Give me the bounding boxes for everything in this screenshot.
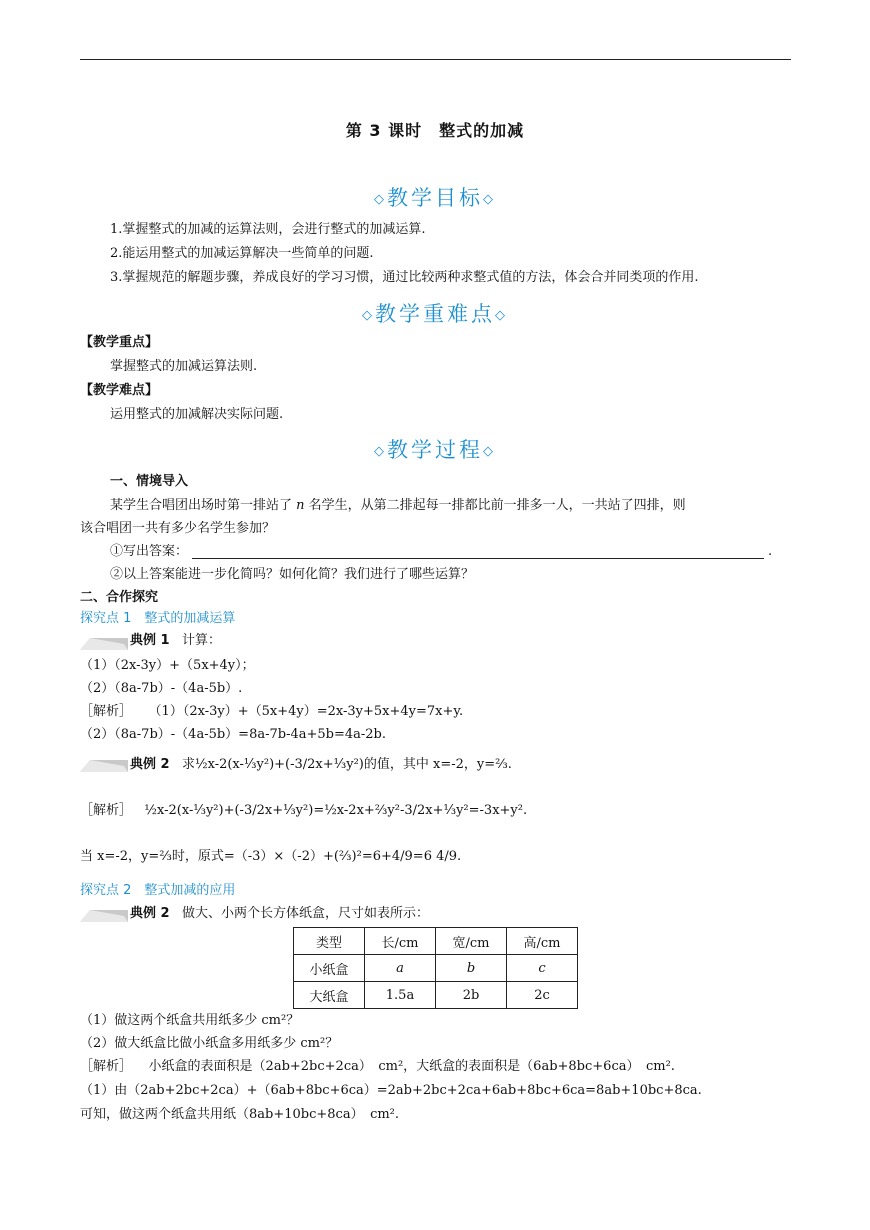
intro-paragraph-line1: 某学生合唱团出场时第一排站了 n 名学生，从第二排起每一排都比前一排多一人，一共站了四排，则 <box>110 498 686 513</box>
example-1-part-b: （2）（8a-7b）-（4a-5b）. <box>80 681 243 696</box>
table-header-cell: 高/cm <box>507 928 578 955</box>
solution-1-line-b: （2）（8a-7b）-（4a-5b）=8a-7b-4a+5b=4a-2b. <box>80 727 387 742</box>
section-process <box>0 434 870 464</box>
table-cell: 2b <box>436 982 507 1009</box>
solution-1-line-a: ［解析］ （1）（2x-3y）+（5x+4y）=2x-3y+5x+4y=7x+y. <box>80 704 464 719</box>
diamond-icon: ◇ <box>495 308 508 323</box>
table-cell: a <box>365 955 436 982</box>
diamond-icon: ◇ <box>362 308 375 323</box>
table-cell: b <box>436 955 507 982</box>
diamond-icon: ◇ <box>483 444 496 459</box>
question-a: （1）做这两个纸盒共用纸多少 cm²？ <box>80 1013 300 1028</box>
section-process-label: 教学过程 <box>387 438 483 462</box>
example-1-heading: 典例 1 计算： <box>130 633 221 648</box>
table-cell: 1.5a <box>365 982 436 1009</box>
section-objectives-label: 教学目标 <box>387 186 483 210</box>
question-b: （2）做大纸盒比做小纸盒多用纸多少 cm²？ <box>80 1036 339 1051</box>
section-objectives <box>0 182 870 212</box>
intro-paragraph-line2: 该合唱团一共有多少名学生参加？ <box>80 521 276 536</box>
example-2-heading: 典例 2 求½x-2(x-⅓y²)+(-3/2x+⅓y²)的值，其中 x=-2，y=⅔. <box>130 757 512 772</box>
diamond-icon: ◇ <box>374 444 387 459</box>
diamond-icon: ◇ <box>483 192 496 207</box>
table-cell: 大纸盒 <box>294 982 365 1009</box>
page-title: 第 3 课时 整式的加减 <box>345 121 525 140</box>
solution-3-line-b: （1）由（2ab+2bc+2ca）+（6ab+8bc+6ca）=2ab+2bc+2ca+6ab+8bc+6ca=8ab+10bc+8ca. <box>80 1083 702 1098</box>
solution-3-line-a: ［解析］ 小纸盒的表面积是（2ab+2bc+2ca） cm²，大纸盒的表面积是（6ab+8bc+6ca） cm². <box>80 1059 675 1074</box>
example-tag-icon <box>80 758 128 772</box>
intro-question-2: ②以上答案能进一步化简吗？如何化简？我们进行了哪些运算？ <box>110 567 475 582</box>
top-rule <box>80 59 791 60</box>
section-key-points <box>0 298 870 328</box>
table-cell: c <box>507 955 578 982</box>
example-tag-icon <box>80 636 128 650</box>
diamond-icon: ◇ <box>374 192 387 207</box>
table-cell: 2c <box>507 982 578 1009</box>
table-header-cell: 宽/cm <box>436 928 507 955</box>
difficulty-label: 【教学难点】 <box>80 383 159 398</box>
intro-heading: 一、情境导入 <box>110 474 189 489</box>
table-header-cell: 长/cm <box>365 928 436 955</box>
focus-text: 掌握整式的加减运算法则. <box>110 359 258 374</box>
coop-heading: 二、合作探究 <box>80 590 159 605</box>
table-row <box>294 955 578 982</box>
example-tag-icon <box>80 908 128 922</box>
table-header-row <box>294 928 578 955</box>
explore-point-2: 探究点 2 整式加减的应用 <box>80 883 236 898</box>
answer-blank <box>192 545 764 559</box>
box-dimensions-table <box>293 927 578 1009</box>
explore-point-1: 探究点 1 整式的加减运算 <box>80 611 236 626</box>
table-header-cell: 类型 <box>294 928 365 955</box>
objective-2: 2.能运用整式的加减运算解决一些简单的问题. <box>110 246 374 261</box>
focus-label: 【教学重点】 <box>80 335 159 350</box>
example-3-heading: 典例 2 做大、小两个长方体纸盒，尺寸如表所示： <box>130 906 429 921</box>
table-row <box>294 982 578 1009</box>
example-1-part-a: （1）（2x-3y）+（5x+4y）； <box>80 658 255 673</box>
section-key-points-label: 教学重难点 <box>375 302 495 326</box>
objective-1: 1.掌握整式的加减的运算法则，会进行整式的加减运算. <box>110 222 426 237</box>
solution-2-line-a: ［解析］ ½x-2(x-⅓y²)+(-3/2x+⅓y²)=½x-2x+⅔y²-3/2x+⅓y²=-3x+y². <box>80 803 528 818</box>
intro-question-1: ①写出答案： . <box>110 544 773 559</box>
objective-3: 3.掌握规范的解题步骤，养成良好的学习习惯，通过比较两种求整式值的方法，体会合并同类项的作用. <box>110 270 699 285</box>
solution-2-line-b: 当 x=-2，y=⅔时，原式=（-3）×（-2）+(⅔)²=6+4/9=6 4/9. <box>80 849 462 864</box>
solution-3-line-c: 可知，做这两个纸盒共用纸（8ab+10bc+8ca） cm². <box>80 1107 400 1122</box>
table-cell: 小纸盒 <box>294 955 365 982</box>
difficulty-text: 运用整式的加减解决实际问题. <box>110 407 284 422</box>
